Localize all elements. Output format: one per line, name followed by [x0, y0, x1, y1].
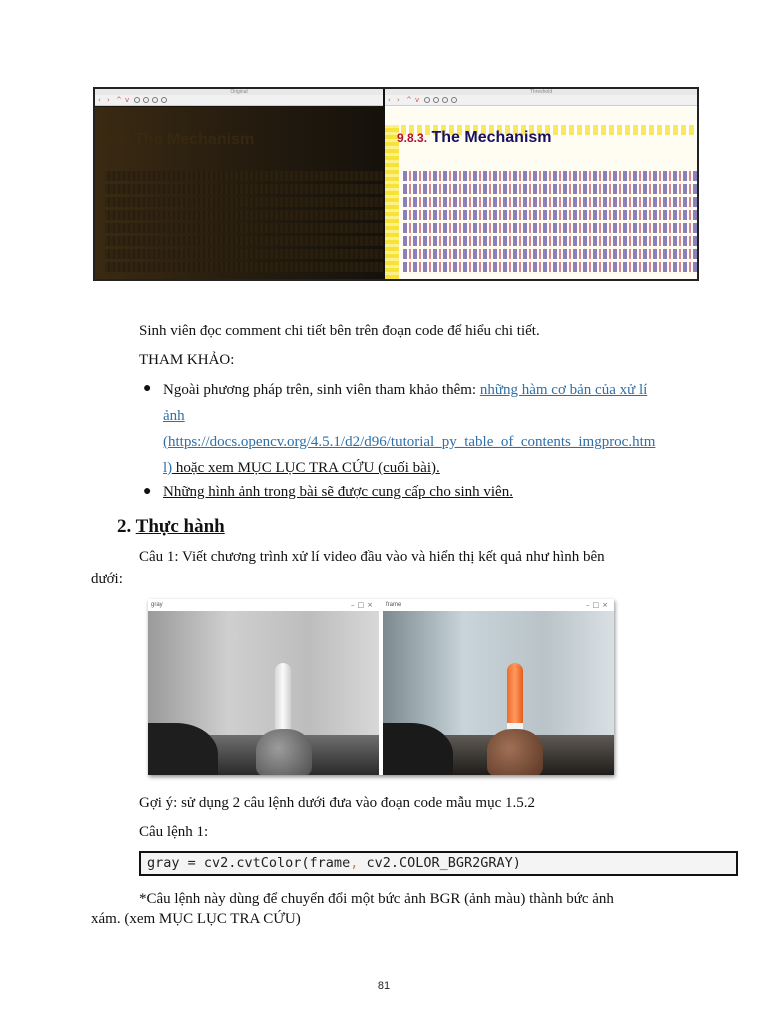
reference-heading: THAM KHẢO:: [139, 352, 235, 368]
hand: [256, 729, 312, 775]
window-controls-icon: –□×: [351, 601, 376, 609]
gray-window: [148, 599, 379, 775]
page-heading: 9.8.3. The Mechanism: [397, 129, 552, 146]
window-title: frame: [386, 602, 402, 608]
bullet-reference-2: Những hình ảnh trong bài sẽ được cung cấp cho sinh viên.: [163, 484, 513, 500]
window-title: Threshold: [385, 89, 697, 95]
window-title: Original: [95, 89, 383, 95]
figure-webcam-output: [148, 599, 614, 775]
figure-threshold-screenshot: [93, 87, 699, 281]
arrow-up-icon: ^: [406, 96, 412, 104]
arrow-down-icon: v: [125, 96, 130, 104]
bullet-reference-1: [163, 380, 683, 478]
link-opencv-url[interactable]: (https://docs.opencv.org/4.5.1/d2/d96/tutorial_py_table_of_contents_imgproc.htm: [163, 434, 656, 450]
window-controls-icon: –□×: [586, 601, 611, 609]
page-number: 81: [377, 980, 391, 992]
link-image-processing-cont[interactable]: ảnh: [163, 408, 185, 424]
link-opencv-url-cont[interactable]: l): [163, 460, 173, 476]
note-line: *Câu lệnh này dùng để chuyển đổi một bức ảnh BGR (ảnh màu) thành bức ảnh: [139, 891, 614, 907]
gray-frame-image: [148, 611, 379, 775]
note-line-2: xám. (xem MỤC LỤC TRA CỨU): [91, 911, 301, 927]
arrow-up-icon: ^: [116, 96, 122, 104]
hand: [487, 729, 543, 775]
hint-line: Gợi ý: sử dụng 2 câu lệnh dưới đưa vào đoạn code mẫu mục 1.5.2: [139, 795, 536, 811]
code-snippet: gray = cv2.cvtColor(frame, cv2.COLOR_BGR2GRAY): [139, 851, 738, 876]
link-image-processing[interactable]: những hàm cơ bản của xử lí: [479, 382, 648, 398]
zoom-out-icon: [442, 97, 448, 103]
arrow-right-icon: ›: [107, 96, 110, 104]
zoom-fit-icon: [451, 97, 457, 103]
book-page-image: [95, 107, 383, 279]
frame-window: [383, 599, 614, 775]
bullet-text: Ngoài phương pháp trên, sinh viên tham khảo thêm:: [163, 382, 480, 398]
zoom-icon: [134, 97, 140, 103]
arrow-left-icon: ‹: [388, 96, 391, 104]
zoom-in-icon: [143, 97, 149, 103]
command-label: Câu lệnh 1:: [139, 824, 209, 840]
zoom-out-icon: [152, 97, 158, 103]
arrow-right-icon: ›: [397, 96, 400, 104]
question-1-line: Câu 1: Viết chương trình xử lí video đầu vào và hiển thị kết quả như hình bên: [139, 549, 605, 565]
page-heading: 8.3. The Mechanism: [103, 131, 255, 148]
original-window: [95, 89, 383, 279]
color-frame-image: [383, 611, 614, 775]
zoom-icon: [424, 97, 430, 103]
section-heading: 2. Thực hành: [117, 516, 225, 537]
toolbar: [385, 95, 697, 106]
bullet-icon: ●: [143, 381, 152, 396]
arrow-down-icon: v: [415, 96, 420, 104]
zoom-in-icon: [433, 97, 439, 103]
bullet-suffix: hoặc xem MỤC LỤC TRA CỨU (cuối bài).: [172, 460, 440, 476]
toolbar: [95, 95, 383, 106]
thresholded-page-image: [385, 107, 697, 279]
arrow-left-icon: ‹: [98, 96, 101, 104]
bullet-icon: ●: [143, 484, 152, 499]
question-1-line-2: dưới:: [91, 571, 123, 587]
instruction-line: Sinh viên đọc comment chi tiết bên trên đoạn code để hiểu chi tiết.: [139, 323, 540, 339]
zoom-fit-icon: [161, 97, 167, 103]
window-title: gray: [151, 602, 163, 608]
threshold-window: [385, 89, 697, 279]
